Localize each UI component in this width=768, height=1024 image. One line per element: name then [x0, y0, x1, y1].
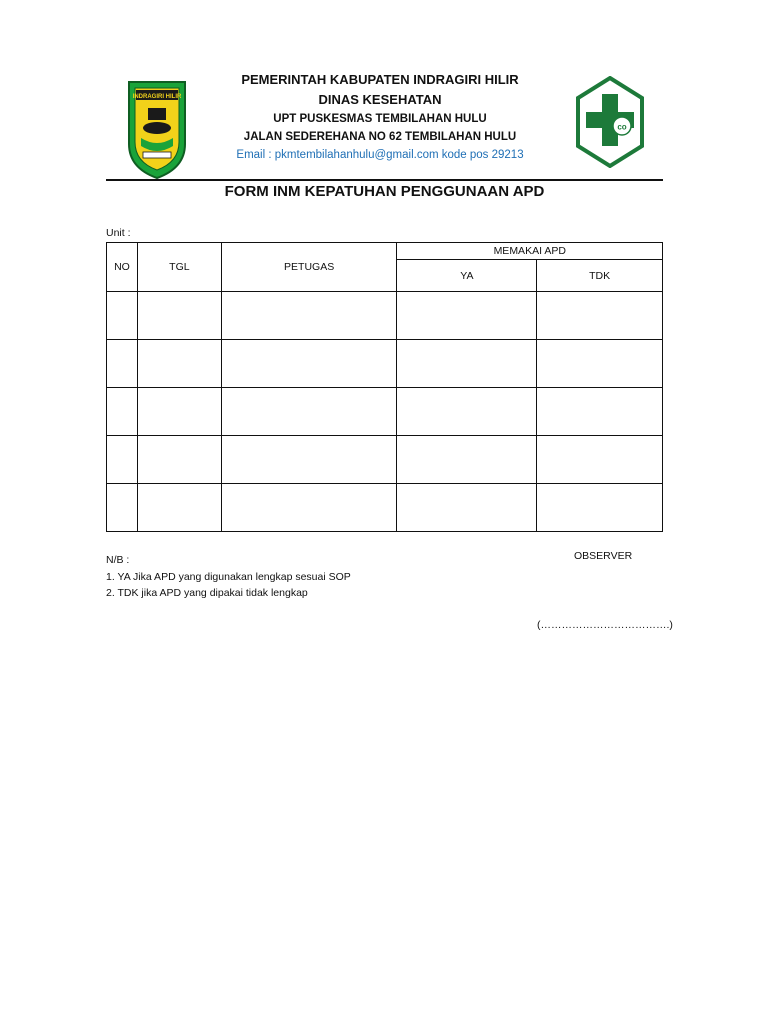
cell-tdk[interactable]: [537, 292, 663, 340]
observer-label: OBSERVER: [574, 550, 633, 562]
cell-tgl[interactable]: [137, 340, 221, 388]
cell-tgl[interactable]: [137, 484, 221, 532]
table-row: [107, 292, 663, 340]
cell-ya[interactable]: [397, 388, 537, 436]
apd-compliance-table: [106, 242, 663, 532]
table-row: [107, 484, 663, 532]
notes-section: [106, 552, 351, 602]
unit-label: Unit :: [106, 227, 131, 239]
cell-tdk[interactable]: [537, 436, 663, 484]
letterhead-line-government: PEMERINTAH KABUPATEN INDRAGIRI HILIR: [241, 72, 519, 87]
cell-ya[interactable]: [397, 484, 537, 532]
letterhead-line-address: JALAN SEDEREHANA NO 62 TEMBILAHAN HULU: [243, 131, 517, 143]
kabupaten-emblem-icon: [126, 78, 188, 180]
cell-tdk[interactable]: [537, 484, 663, 532]
cell-tdk[interactable]: [537, 340, 663, 388]
header-tdk: TDK: [537, 260, 663, 292]
table-row: [107, 340, 663, 388]
cell-no[interactable]: [107, 436, 138, 484]
notes-label: N/B :: [106, 554, 130, 566]
cell-tgl[interactable]: [137, 292, 221, 340]
cell-no[interactable]: [107, 388, 138, 436]
cell-no[interactable]: [107, 484, 138, 532]
puskesmas-logo-icon: [576, 76, 644, 168]
signature-placeholder: (……………………………….): [537, 619, 673, 631]
note-item-tdk: 2. TDK jika APD yang dipakai tidak lengkap: [106, 587, 308, 599]
cell-petugas[interactable]: [221, 388, 397, 436]
header-petugas: PETUGAS: [221, 243, 397, 292]
cell-petugas[interactable]: [221, 340, 397, 388]
letterhead-line-puskesmas: UPT PUSKESMAS TEMBILAHAN HULU: [273, 113, 487, 125]
svg-text:INDRAGIRI HILIR: INDRAGIRI HILIR: [132, 94, 182, 100]
cell-tgl[interactable]: [137, 388, 221, 436]
cell-ya[interactable]: [397, 340, 537, 388]
note-item-ya: 1. YA Jika APD yang digunakan lengkap sesuai SOP: [106, 570, 351, 583]
table-row: [107, 436, 663, 484]
letterhead-line-department: DINAS KESEHATAN: [318, 92, 442, 107]
svg-text:co: co: [617, 122, 627, 132]
cell-petugas[interactable]: [221, 292, 397, 340]
table-header-row: [107, 243, 663, 260]
table-row: [107, 388, 663, 436]
letterhead-line-email: Email : pkmtembilahanhulu@gmail.com kode pos 29213: [236, 149, 524, 161]
cell-tgl[interactable]: [137, 436, 221, 484]
cell-ya[interactable]: [397, 292, 537, 340]
cell-tdk[interactable]: [537, 388, 663, 436]
cell-petugas[interactable]: [221, 436, 397, 484]
header-tgl: TGL: [137, 243, 221, 292]
header-ya: YA: [397, 260, 537, 292]
cell-no[interactable]: [107, 292, 138, 340]
cell-petugas[interactable]: [221, 484, 397, 532]
header-memakai-apd: MEMAKAI APD: [397, 243, 663, 260]
letterhead: [190, 68, 570, 164]
header-no: NO: [107, 243, 138, 292]
form-title: FORM INM KEPATUHAN PENGGUNAAN APD: [224, 183, 545, 200]
cell-no[interactable]: [107, 340, 138, 388]
cell-ya[interactable]: [397, 436, 537, 484]
letterhead-divider: [106, 179, 663, 181]
